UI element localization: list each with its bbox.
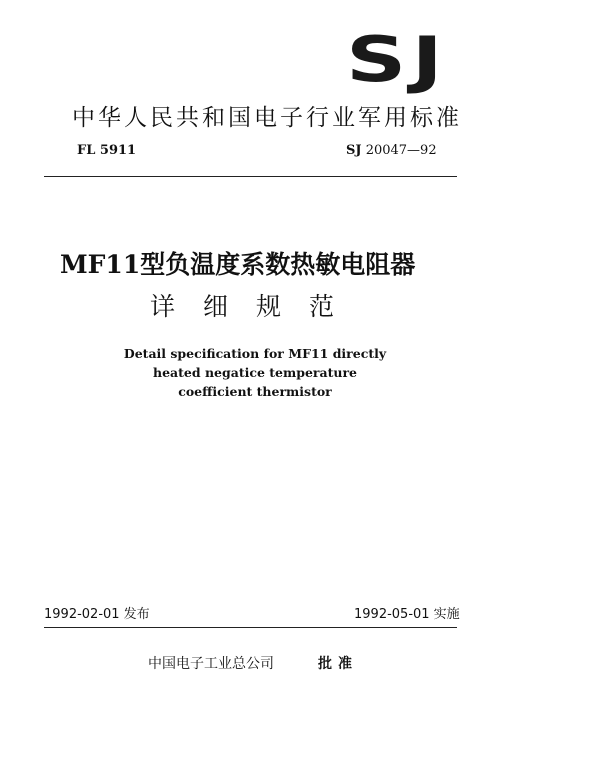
english-title-line-3: coefficient thermistor: [178, 384, 332, 399]
standard-number-value: 20047—92: [365, 143, 437, 158]
title-text: 型负温度系数热敏电阻器: [140, 250, 416, 279]
org-title: 中华人民共和国电子行业军用标准: [72, 105, 462, 131]
standard-number-prefix: SJ: [346, 143, 362, 158]
english-title: [90, 344, 420, 401]
issue-date: 1992-02-01 发布: [44, 607, 150, 622]
english-title-line-2: heated negatice temperature: [152, 365, 357, 380]
title-model: MF11: [60, 250, 141, 279]
top-divider: [44, 176, 457, 177]
standard-number: [346, 143, 437, 159]
approving-authority: 中国电子工业总公司: [148, 656, 274, 672]
document-title: [60, 250, 460, 280]
sj-logo: SJ: [346, 23, 449, 96]
bottom-divider: [44, 627, 457, 628]
document-subtitle: 详细规范: [150, 292, 363, 321]
english-title-line-1: Detail specification for MF11 directly: [123, 346, 387, 361]
effective-date: 1992-05-01 实施: [354, 607, 460, 622]
approval-label: 批准: [318, 656, 358, 672]
classification-code: FL 5911: [77, 143, 137, 158]
